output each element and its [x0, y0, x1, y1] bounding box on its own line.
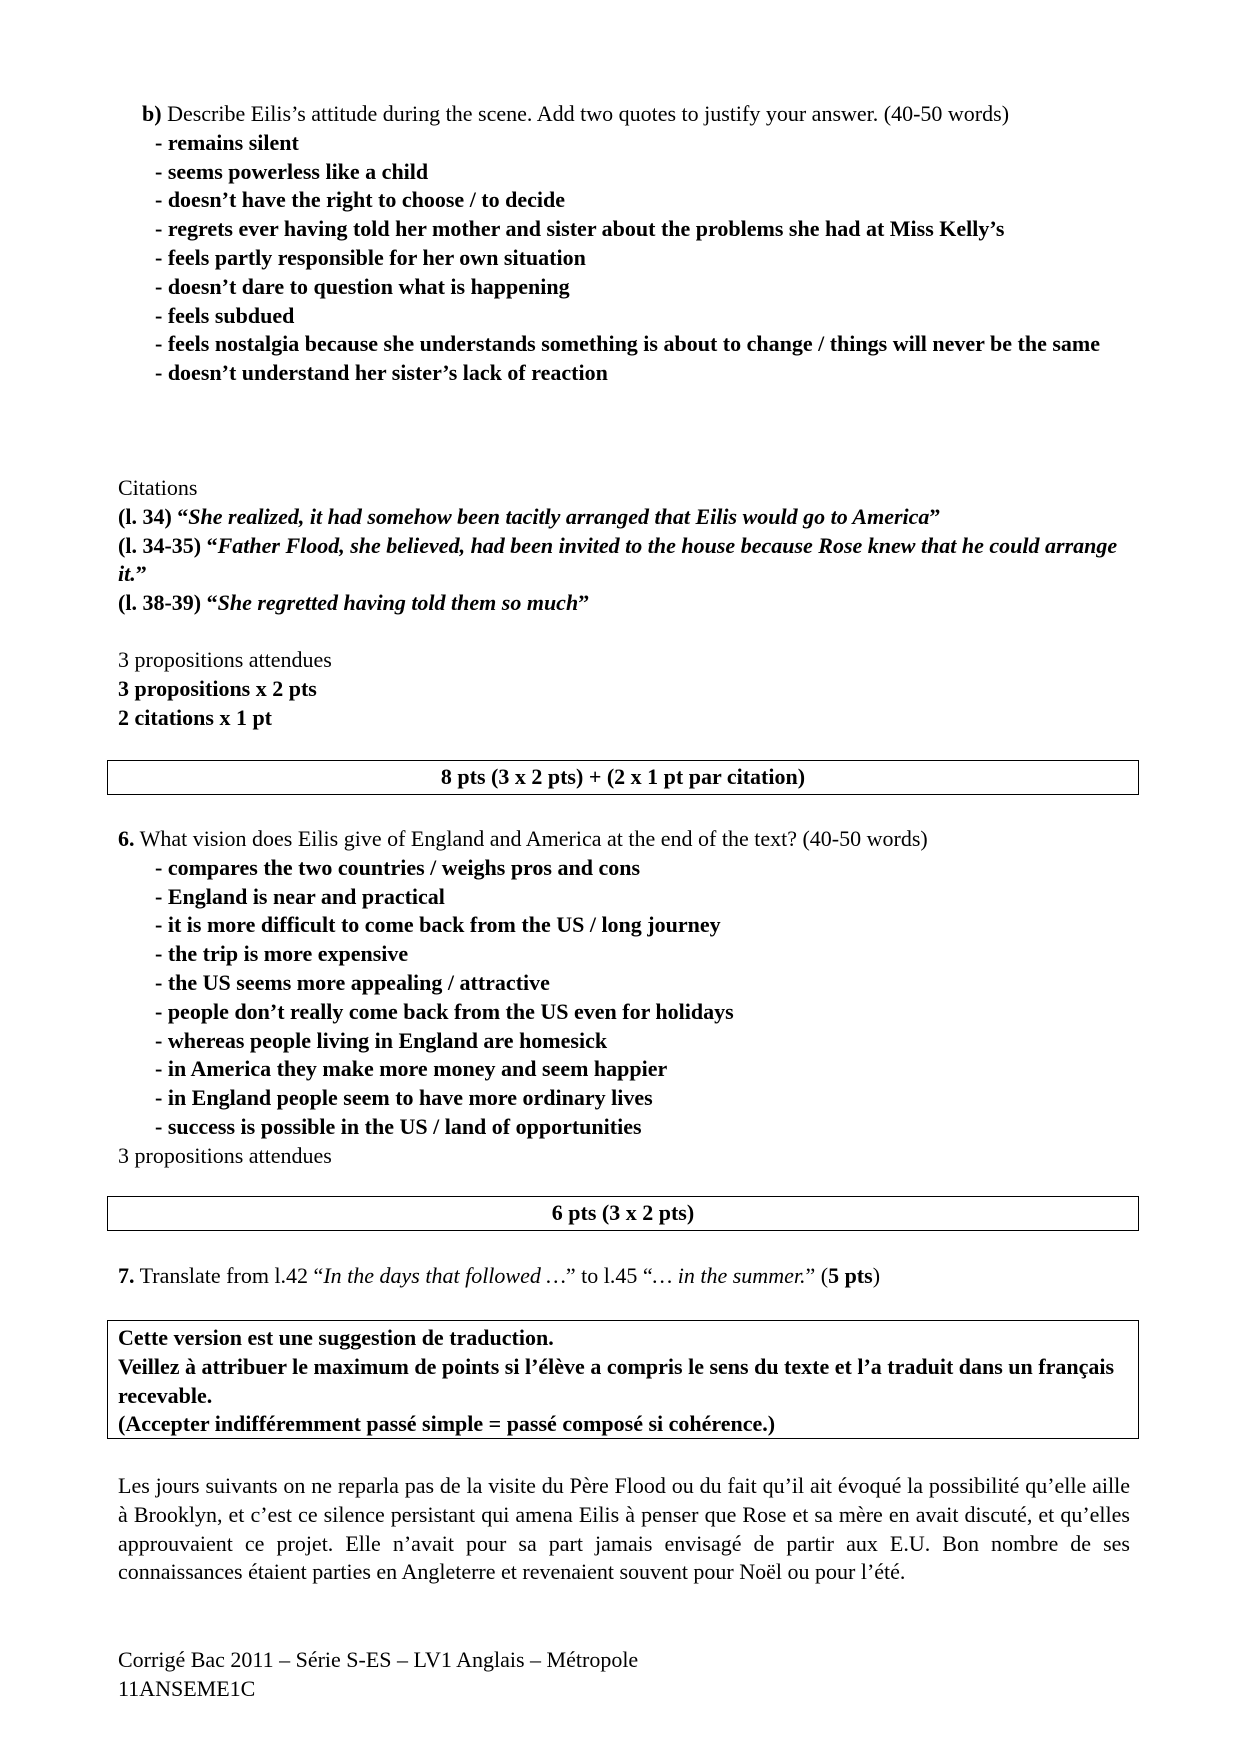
scoring-expected: 3 propositions attendues [118, 647, 332, 672]
scoring-5b [118, 646, 1130, 732]
question-6-text: What vision does Eilis give of England and America at the end of the text? (40-50 words) [139, 826, 928, 851]
list-item: - success is possible in the US / land of opportunities [155, 1113, 642, 1139]
question-7-points: 5 pts [828, 1263, 873, 1288]
citation-ref: (l. 38-39) [118, 590, 202, 616]
citation-quote: Father Flood, she believed, had been invited to the house because Rose knew that he could arrange it. [118, 532, 1118, 587]
note-line: (Accepter indifféremment passé simple = passé composé si cohérence.) [118, 1411, 776, 1437]
citation-open-quote: “ [177, 503, 189, 529]
list-item: - regrets ever having told her mother and sister about the problems she had at Miss Kelly’s [155, 216, 1005, 242]
citations-heading: Citations [118, 475, 198, 500]
citation-close-quote: ” [578, 590, 590, 616]
citation-quote: She realized, it had somehow been tacitly arranged that Eilis would go to America [188, 503, 930, 529]
list-item: - England is near and practical [155, 883, 445, 909]
citation-item [118, 589, 1130, 618]
footer-code: 11ANSEME1C [118, 1675, 256, 1701]
question-7-quote-start: In the days that followed … [323, 1263, 566, 1288]
note-line: Cette version est une suggestion de traduction. [118, 1325, 554, 1350]
list-item: - feels subdued [155, 302, 295, 328]
citations-section [118, 474, 1130, 618]
question-7-text: Translate from l.42 “ [139, 1263, 324, 1288]
citation-close-quote: ” [135, 561, 147, 587]
question-7-text: ” ( [805, 1263, 829, 1288]
list-item: - feels partly responsible for her own situation [155, 244, 586, 270]
question-5b-answers [118, 129, 1130, 388]
list-item: - feels nostalgia because she understands something is about to change / things will never be the same [155, 331, 1101, 357]
list-item: - seems powerless like a child [155, 158, 429, 184]
question-5b-letter: b) [142, 101, 162, 126]
note-line: Veillez à attribuer le maximum de points si l’élève a compris le sens du texte et l’a traduit dans un français recevable. [118, 1353, 1115, 1408]
translation-text: Les jours suivants on ne reparla pas de la visite du Père Flood ou du fait qu’il ait évoqué la possibilité qu’elle aille à Brooklyn, et c’est ce silence persistant qui amena Eilis à penser que Rose et sa mère en avait discuté, et qu’elles approuvaient ce projet. Elle n’avait pour sa part jamais envisagé de partir aux E.U. Bon nombre de ses connaissances étaient parties en Angleterre et revenaient souvent pour Noël ou pour l’été. [118, 1473, 1130, 1585]
question-6-number: 6. [118, 826, 135, 851]
citation-open-quote: “ [206, 590, 218, 616]
question-7-text: ” to l.45 “ [565, 1263, 653, 1288]
footer-title: Corrigé Bac 2011 – Série S-ES – LV1 Anglais – Métropole [118, 1647, 639, 1672]
question-6-expected: 3 propositions attendues [118, 1142, 332, 1168]
list-item: - whereas people living in England are homesick [155, 1027, 608, 1053]
list-item: - doesn’t dare to question what is happening [155, 273, 570, 299]
question-5b [118, 100, 1130, 388]
citation-item [118, 503, 1130, 532]
page-footer [118, 1646, 1130, 1704]
translation-note-box [107, 1320, 1139, 1439]
list-item: - in America they make more money and seem happier [155, 1056, 668, 1082]
list-item: - compares the two countries / weighs pros and cons [155, 854, 641, 880]
points-box-6: 6 pts (3 x 2 pts) [107, 1196, 1139, 1231]
scoring-line-propositions: 3 propositions x 2 pts [118, 675, 317, 701]
question-6 [118, 825, 1130, 1171]
question-7 [118, 1262, 1130, 1291]
citation-close-quote: ” [929, 503, 941, 529]
list-item: - the US seems more appealing / attractive [155, 969, 550, 995]
scoring-line-citations: 2 citations x 1 pt [118, 704, 272, 730]
citation-ref: (l. 34-35) [118, 532, 202, 558]
citation-open-quote: “ [206, 532, 218, 558]
question-6-prompt [118, 825, 1130, 854]
list-item: - remains silent [155, 129, 299, 155]
citation-item [118, 532, 1130, 590]
question-6-answers [118, 854, 1130, 1142]
list-item: - in England people seem to have more ordinary lives [155, 1085, 653, 1111]
question-7-quote-end: … in the summer. [652, 1263, 806, 1288]
question-5b-text: Describe Eilis’s attitude during the scene. Add two quotes to justify your answer. (40-50 words) [167, 101, 1010, 126]
points-box-5b: 8 pts (3 x 2 pts) + (2 x 1 pt par citation) [107, 760, 1139, 795]
list-item: - it is more difficult to come back from the US / long journey [155, 912, 721, 938]
list-item: - doesn’t have the right to choose / to decide [155, 187, 566, 213]
question-7-text: ) [872, 1263, 881, 1288]
question-7-number: 7. [118, 1263, 135, 1288]
list-item: - the trip is more expensive [155, 941, 409, 967]
list-item: - people don’t really come back from the US even for holidays [155, 998, 734, 1024]
citation-ref: (l. 34) [118, 503, 172, 529]
question-5b-prompt [118, 100, 1130, 129]
citation-quote: She regretted having told them so much [217, 590, 579, 616]
list-item: - doesn’t understand her sister’s lack of reaction [155, 360, 608, 386]
